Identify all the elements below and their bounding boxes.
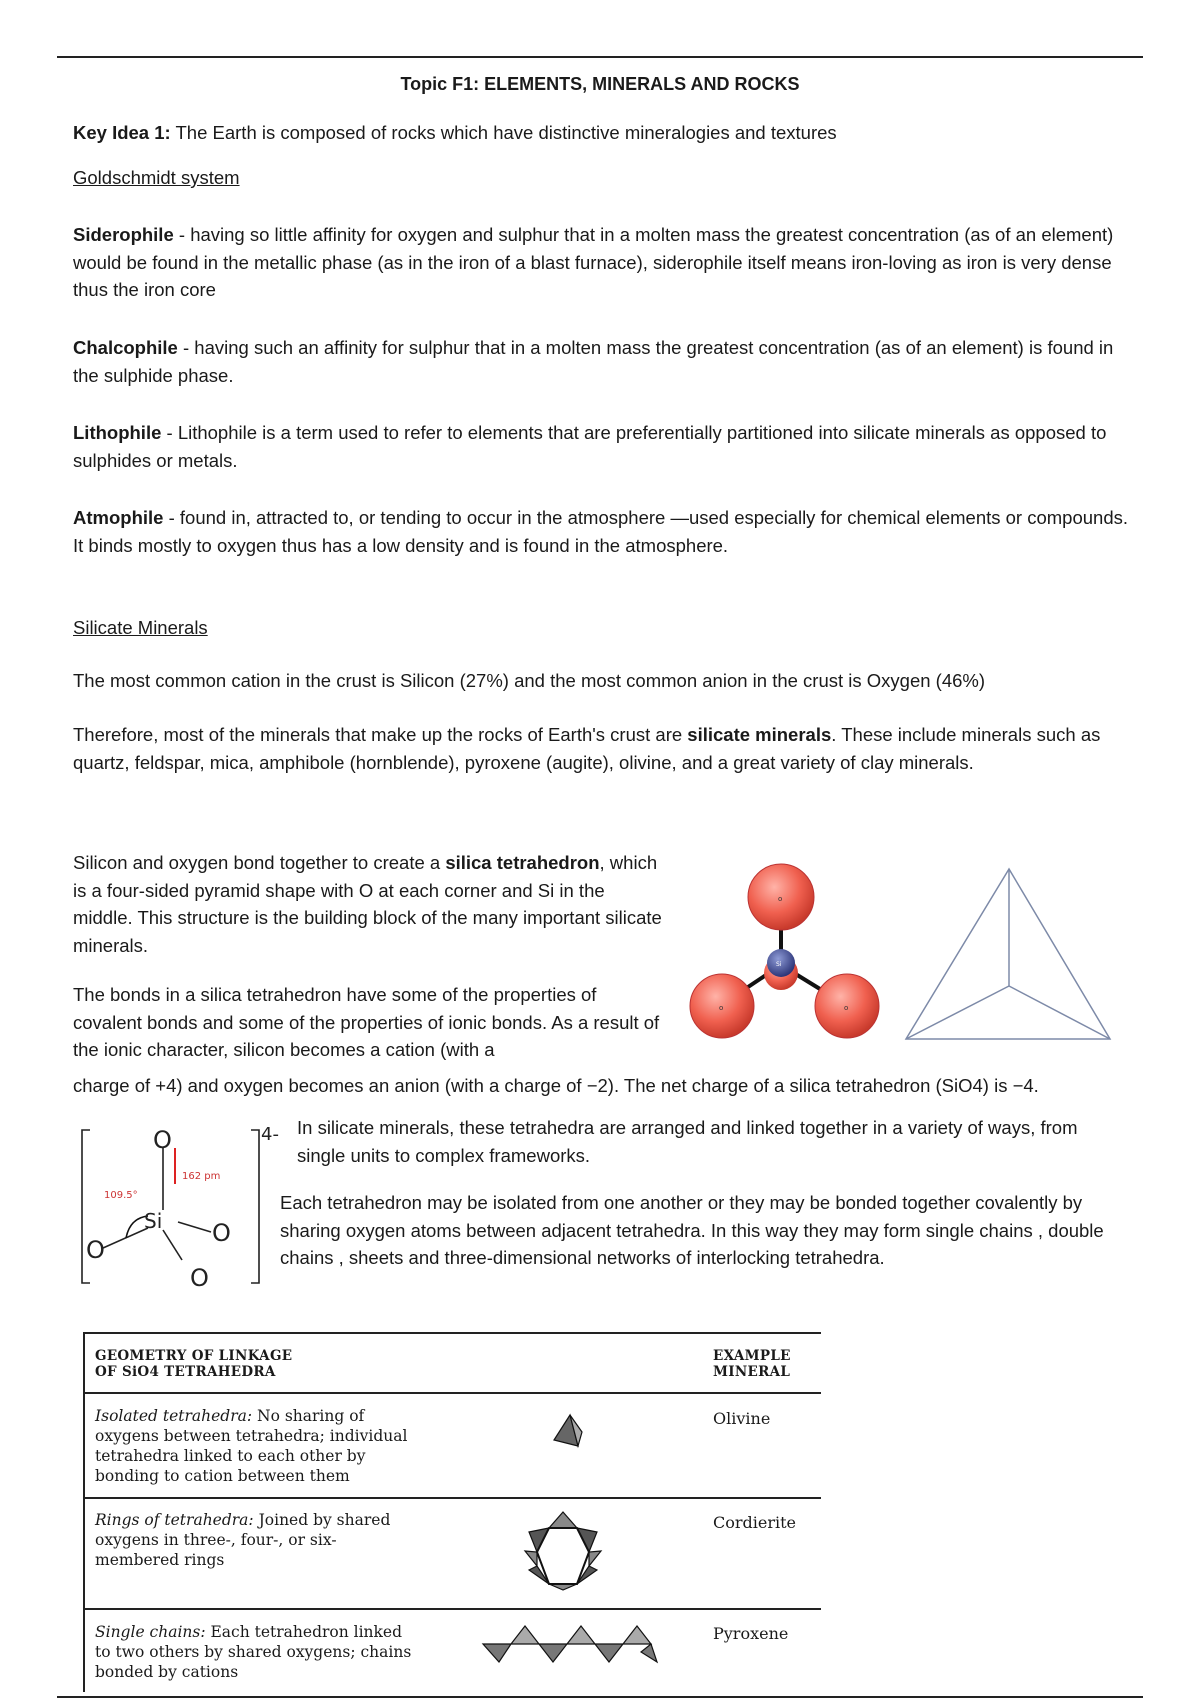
ball-label-si: Si	[776, 961, 782, 968]
row-single-chains	[95, 1622, 415, 1682]
oxygen-left-label: O	[86, 1236, 105, 1264]
row-rings-mineral: Cordierite	[713, 1513, 797, 1532]
therefore-text-a: Therefore, most of the minerals that make up the rocks of Earth's crust are	[73, 724, 688, 745]
atmophile-term: Atmophile	[73, 507, 164, 528]
chalcophile-term: Chalcophile	[73, 337, 178, 358]
lithophile-text: - Lithophile is a term used to refer to elements that are preferentially partitioned into silicate minerals as opposed to sulphides or metals.	[73, 422, 1107, 471]
siderophile-para	[73, 221, 1133, 304]
header-geometry-line2: OF SiO4 TETRAHEDRA	[95, 1364, 276, 1380]
key-idea-text: The Earth is composed of rocks which have distinctive mineralogies and textures	[170, 122, 837, 143]
linkage-table	[83, 1332, 821, 1692]
silicon-label: Si	[144, 1209, 163, 1233]
tetrahedron-figure	[680, 855, 1120, 1045]
bottom-rule	[57, 1696, 1143, 1698]
row-rings	[95, 1510, 395, 1570]
row-rings-text: Joined by shared oxygens in three-, four-, or six-membered rings	[95, 1511, 391, 1569]
ball-label-o-top: o	[778, 895, 783, 903]
single-chain-icon	[481, 1622, 661, 1670]
tetrahedron-outline	[906, 869, 1110, 1039]
ball-and-stick-model	[690, 864, 879, 1038]
top-rule	[57, 56, 1143, 58]
silicate-heading: Silicate Minerals	[73, 617, 208, 638]
therefore-para	[73, 721, 1133, 776]
each-tetrahedron-para: Each tetrahedron may be isolated from one another or they may be bonded together covalently by sharing oxygen atoms between adjacent tetrahedra. In this way they may form single chains , double chains , sheets and three-dimensional networks of interlocking tetrahedra.	[280, 1192, 1104, 1268]
header-geometry	[95, 1348, 292, 1380]
ball-label-o-left: o	[719, 1004, 724, 1012]
cation-para: The most common cation in the crust is Silicon (27%) and the most common anion in the crust is Oxygen (46%)	[73, 670, 986, 691]
therefore-bold: silicate minerals	[687, 724, 832, 745]
row-isolated-text: No sharing of oxygens between tetrahedra; individual tetrahedra linked to each other by bonding to cation between them	[95, 1407, 408, 1485]
row-rings-title: Rings of tetrahedra:	[95, 1511, 254, 1529]
oxygen-right-label: O	[212, 1219, 231, 1247]
bond-angle-label: 109.5°	[104, 1190, 138, 1201]
row-isolated-mineral: Olivine	[713, 1409, 771, 1428]
row-single-chains-mineral: Pyroxene	[713, 1624, 789, 1643]
bonds-para: The bonds in a silica tetrahedron have some of the properties of covalent bonds and some of the properties of ionic bonds. As a result of the ionic character, silicon becomes a cation (with a	[73, 984, 660, 1060]
key-idea-label: Key Idea 1:	[73, 122, 171, 143]
header-example-line2: MINERAL	[713, 1364, 791, 1380]
oxygen-bottom-label: O	[190, 1264, 209, 1292]
page-title: Topic F1: ELEMENTS, MINERALS AND ROCKS	[400, 74, 800, 94]
key-idea	[73, 119, 1133, 147]
siderophile-text: - having so little affinity for oxygen and sulphur that in a molten mass the greatest concentration (as of an element) would be found in the metallic phase (as in the iron of a blast furnace), siderophile itself means iron-loving as iron is very dense thus the iron core	[73, 224, 1114, 300]
lithophile-para	[73, 419, 1133, 474]
arranged-para: In silicate minerals, these tetrahedra are arranged and linked together in a variety of ways, from single units to complex frameworks.	[297, 1117, 1078, 1166]
chalcophile-text: - having such an affinity for sulphur that in a molten mass the greatest concentration (as of an element) is found in the sulphide phase.	[73, 337, 1114, 386]
charge-superscript: 4-	[261, 1124, 279, 1145]
lithophile-term: Lithophile	[73, 422, 162, 443]
bond-para	[73, 849, 663, 959]
header-geometry-line1: GEOMETRY OF LINKAGE	[95, 1348, 293, 1364]
header-example	[713, 1348, 791, 1380]
charge-para: charge of +4) and oxygen becomes an anion (with a charge of −2). The net charge of a silica tetrahedron (SiO4) is −4.	[73, 1075, 1039, 1096]
row-single-chains-title: Single chains:	[95, 1623, 206, 1641]
bond-bold: silica tetrahedron	[445, 852, 600, 873]
atmophile-para	[73, 504, 1133, 559]
bracket-right	[251, 1130, 259, 1283]
therefore-text-b: . These include minerals such as quartz, feldspar, mica, amphibole (hornblende), pyroxene (augite), olivine, and a great variety of clay minerals.	[73, 724, 1101, 773]
row-isolated-title: Isolated tetrahedra:	[95, 1407, 253, 1425]
atmophile-text: - found in, attracted to, or tending to occur in the atmosphere —used especially for chemical elements or compounds. It binds mostly to oxygen thus has a low density and is found in the atmosphere.	[73, 507, 1129, 556]
oxygen-top-label: O	[153, 1126, 172, 1154]
bond-text-b: , which is a four-sided pyramid shape with O at each corner and Si in the middle. This structure is the building block of the many important silicate minerals.	[73, 852, 662, 956]
ball-label-o-right: o	[844, 1004, 849, 1012]
row-single-chains-text: Each tetrahedron linked to two others by shared oxygens; chains bonded by cations	[95, 1623, 412, 1681]
siderophile-term: Siderophile	[73, 224, 174, 245]
header-example-line1: EXAMPLE	[713, 1348, 791, 1364]
chalcophile-para	[73, 334, 1133, 389]
row-isolated	[95, 1406, 425, 1486]
bond-length-label: 162 pm	[182, 1171, 221, 1182]
structural-formula-figure	[78, 1118, 288, 1298]
bond-text-a: Silicon and oxygen bond together to create a	[73, 852, 446, 873]
goldschmidt-heading: Goldschmidt system	[73, 167, 240, 188]
ring-tetrahedra-icon	[523, 1508, 603, 1594]
isolated-tetrahedron-icon	[548, 1412, 588, 1452]
